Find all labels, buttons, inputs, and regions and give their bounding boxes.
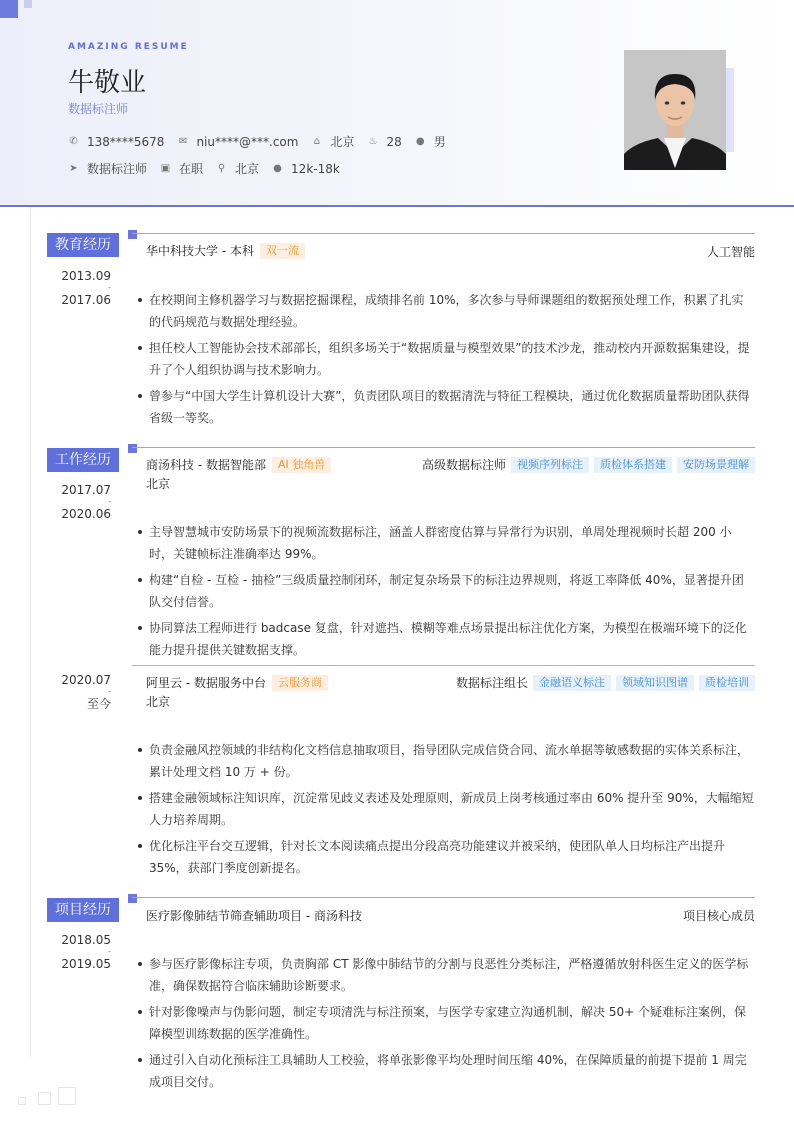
job-role-line	[456, 674, 755, 691]
intention-row	[68, 160, 353, 177]
section-marker	[128, 444, 137, 453]
target-city-text: 北京	[235, 162, 260, 176]
project-role-line	[683, 907, 755, 924]
job-bullet: 主导智慧城市安防场景下的视频流数据标注，涵盖人群密度估算与异常行为识别，单周处理视频时长超 200 小时，关键帧标注准确率达 99%。	[149, 521, 754, 565]
project-role: 项目核心成员	[682, 909, 755, 923]
job-company: 商汤科技 - 数据智能部	[146, 458, 266, 472]
email-text: niu****@***.com	[196, 134, 299, 149]
timeline-line	[30, 207, 31, 1057]
footer-decoration	[38, 1092, 51, 1105]
gender-icon: ●	[415, 136, 425, 147]
edu-bullet: 在校期间主修机器学习与数据挖掘课程，成绩排名前 10%，多次参与导师课题组的数据预处理工作，积累了扎实的代码规范与数据处理经验。	[149, 289, 754, 333]
mail-icon: ✉	[178, 136, 188, 147]
target-city-info	[216, 160, 259, 177]
job-date-end: 至今	[86, 697, 111, 711]
project-name: 医疗影像肺结节筛查辅助项目 - 商汤科技	[146, 909, 362, 923]
skill-tag: 金融语义标注	[533, 675, 611, 691]
corner-decoration	[0, 0, 18, 18]
age-info	[367, 135, 401, 149]
section-divider	[132, 447, 755, 448]
job-bullet: 搭建金融领域标注知识库，沉淀常见歧义表述及处理原则，新成员上岗考核通过率由 60% 提升至 90%，大幅缩短人力培养周期。	[149, 787, 754, 831]
edu-date-start: 2013.09	[61, 269, 111, 283]
home-icon: ⌂	[313, 136, 321, 147]
section-project-title: 项目经历	[47, 898, 119, 922]
job-date-start: 2017.07	[61, 483, 111, 497]
skill-tag: 视频序列标注	[511, 457, 589, 473]
portrait-icon	[624, 50, 726, 170]
job-divider	[132, 665, 755, 666]
phone-icon: ✆	[69, 136, 78, 147]
brand-label: AMAZING RESUME	[68, 42, 189, 52]
edu-date-separator: -	[108, 283, 111, 292]
job-role: 高级数据标注师	[421, 458, 506, 472]
candidate-name: 牛敬业	[68, 68, 147, 98]
email-info	[177, 135, 298, 149]
job-tag: AI 独角兽	[272, 457, 331, 473]
project-bullet: 针对影像噪声与伪影问题，制定专项清洗与标注预案，与医学专家建立沟通机制，解决 50+ 个疑难标注案例，保障模型训练数据的医学准确性。	[149, 1001, 754, 1045]
edu-school: 华中科技大学 - 本科	[146, 244, 254, 258]
section-divider	[132, 233, 755, 234]
briefcase-icon: ▣	[160, 163, 171, 174]
job-bullet: 优化标注平台交互逻辑，针对长文本阅读痛点提出分段高亮功能建议并被采纳，使团队单人日均标注产出提升 35%，获部门季度创新提名。	[149, 835, 754, 879]
job-date-separator: -	[108, 497, 111, 506]
salary-text: 12k-18k	[291, 161, 340, 176]
job-bullet: 协同算法工程师进行 badcase 复盘，针对遮挡、模糊等难点场景提出标注优化方案，为模型在极端环境下的泛化能力提升提供关键数据支撑。	[149, 617, 754, 661]
section-divider	[132, 897, 755, 898]
project-name-line	[146, 907, 362, 924]
target-job-info	[68, 160, 147, 177]
cake-icon: ♨	[368, 136, 378, 147]
candidate-title: 数据标注师	[68, 102, 129, 116]
edu-major-text: 人工智能	[706, 245, 755, 259]
edu-bullet: 曾参与“中国大学生计算机设计大赛”，负责团队项目的数据清洗与特征工程模块，通过优化数据质量帮助团队获得省级一等奖。	[149, 385, 754, 429]
job-location: 北京	[146, 477, 171, 491]
contact-row	[68, 133, 459, 150]
project-date-start: 2018.05	[61, 933, 111, 947]
project-date-separator: -	[108, 947, 111, 956]
project-bullet: 通过引入自动化预标注工具辅助人工校验，将单张影像平均处理时间压缩 40%，在保障质量的前提下提前 1 周完成项目交付。	[149, 1049, 754, 1093]
money-icon: ●	[273, 163, 282, 174]
edu-tag: 双一流	[260, 243, 305, 259]
gender-text: 男	[433, 135, 446, 149]
footer-decoration	[18, 1097, 26, 1105]
job-bullet: 构建“自检 - 互检 - 抽检”三级质量控制闭环，制定复杂场景下的标注边界规则，将返工率降低 40%，显著提升团队交付信誉。	[149, 569, 754, 613]
footer-decoration	[58, 1087, 76, 1105]
job-location: 北京	[146, 695, 171, 709]
phone-info	[68, 135, 164, 149]
status-info	[160, 160, 203, 177]
skill-tag: 安防场景理解	[677, 457, 755, 473]
header-divider	[0, 205, 794, 207]
job-company-line	[146, 456, 331, 473]
salary-info	[272, 162, 340, 176]
skill-tag: 质检培训	[699, 675, 755, 691]
section-work-title: 工作经历	[47, 448, 119, 472]
job-date-separator: -	[108, 687, 111, 696]
section-marker	[128, 894, 137, 903]
job-tag: 云服务商	[272, 675, 328, 691]
target-job-text: 数据标注师	[87, 162, 148, 176]
location-icon: ⚲	[217, 163, 226, 174]
city-text: 北京	[330, 135, 355, 149]
job-company-line	[146, 674, 328, 691]
skill-tag: 质检体系搭建	[594, 457, 672, 473]
section-education-title: 教育经历	[47, 233, 119, 257]
gender-info	[415, 133, 446, 150]
job-date-start: 2020.07	[61, 673, 111, 687]
job-date-end: 2020.06	[61, 507, 111, 521]
job-company: 阿里云 - 数据服务中台	[146, 676, 266, 690]
edu-date-end: 2017.06	[61, 293, 111, 307]
job-bullet: 负责金融风控领域的非结构化文档信息抽取项目，指导团队完成信贷合同、流水单据等敏感数据的实体关系标注，累计处理文档 10 万 + 份。	[149, 739, 754, 783]
edu-bullet: 担任校人工智能协会技术部部长，组织多场关于“数据质量与模型效果”的技术沙龙，推动校内开源数据集建设，提升了个人组织协调与技术影响力。	[149, 337, 754, 381]
edu-school-line	[146, 242, 305, 259]
section-marker	[128, 230, 137, 239]
send-icon: ➤	[69, 163, 78, 174]
job-role: 数据标注组长	[455, 676, 528, 690]
project-date-end: 2019.05	[61, 957, 111, 971]
corner-decoration-small	[24, 0, 32, 8]
city-info	[311, 133, 354, 150]
edu-major	[707, 243, 755, 260]
project-bullet: 参与医疗影像标注专项，负责胸部 CT 影像中肺结节的分割与良恶性分类标注，严格遵循放射科医生定义的医学标准，确保数据符合临床辅助诊断要求。	[149, 953, 754, 997]
phone-text: 138****5678	[87, 134, 165, 149]
job-role-line	[422, 456, 755, 473]
skill-tag: 领域知识图谱	[616, 675, 694, 691]
age-text: 28	[386, 134, 402, 149]
profile-photo	[624, 50, 726, 170]
status-text: 在职	[179, 162, 204, 176]
